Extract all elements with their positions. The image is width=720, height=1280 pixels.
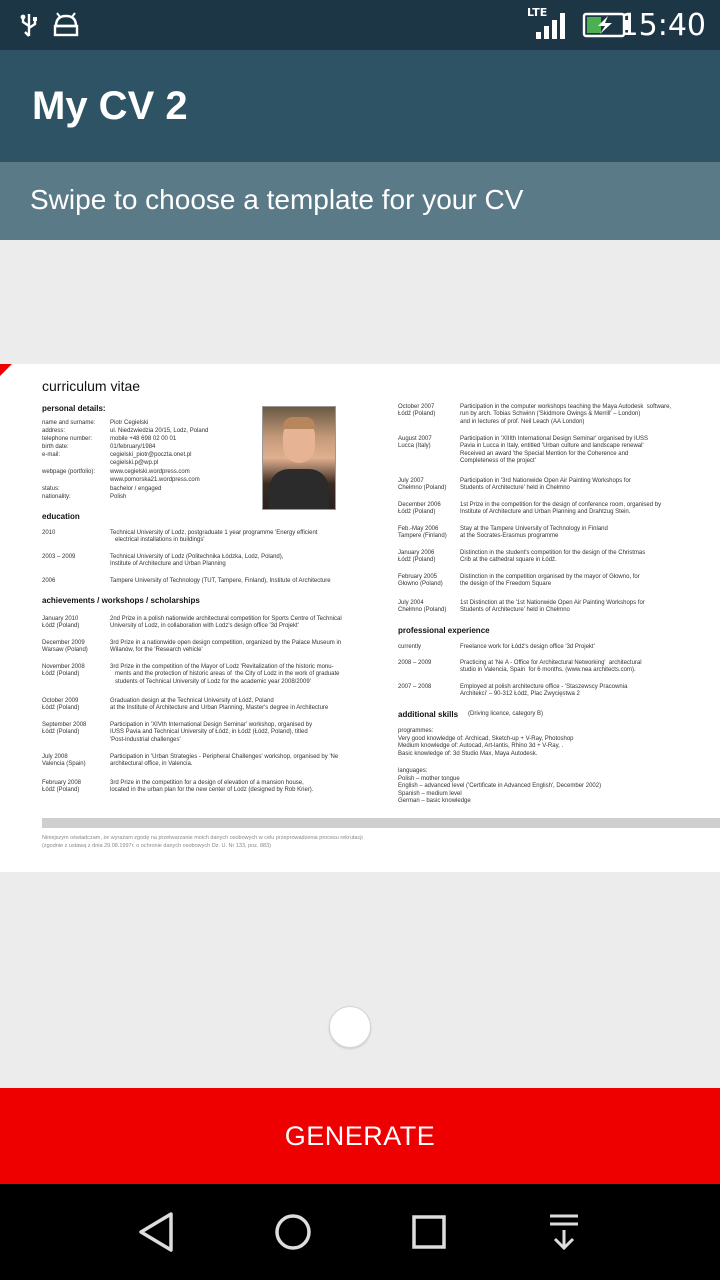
cv-row-value: bachelor / engaged <box>110 486 162 492</box>
app-title: My CV 2 <box>32 84 188 128</box>
cv-row-label: August 2007 Lucca (Italy) <box>398 436 432 450</box>
cv-row-label: 2010 <box>42 530 56 536</box>
cv-row-label: telephone number: <box>42 436 93 442</box>
cv-row-label: Very good knowledge of: Archicad, Sketch-up + V-Ray, Photoshop Medium knowledge of: Autocad, Art-lantis, Rhino 3d + V-Ray, . Basic knowledge of: 3d Studio Max, Maya Autodesk. <box>398 736 574 757</box>
cv-section-heading: achievements / workshops / scholarships <box>42 596 200 605</box>
cv-row-label: December 2006 Łódź (Poland) <box>398 502 441 516</box>
cv-heading: curriculum vitae <box>42 378 141 394</box>
signal-icon <box>530 12 570 45</box>
cv-row-label: Polish – mother tongue English – advanced level ('Certificate in Advanced English', December 2002) Spanish – medium level German – basic knowledge <box>398 776 602 805</box>
cv-row-value: Tampere University of Technology (TUT, Tampere, Finland), Institute of Architecture <box>110 578 331 584</box>
hint-bar <box>0 162 720 240</box>
cv-row-value: Graduation design at the Technical University of Łódź, Poland at the Institute of Architecture and Urban Planning, Master's degree in Architecture <box>110 698 329 712</box>
cv-row-label: October 2007 Łódź (Poland) <box>398 404 436 418</box>
cv-section-heading: professional experience <box>398 626 490 635</box>
cv-row-label: 2003 – 2009 <box>42 554 76 560</box>
cv-row-label: 2008 – 2009 <box>398 660 432 666</box>
cv-row-label: languages: <box>398 768 428 774</box>
template-hint: Swipe to choose a template for your CV <box>30 184 524 215</box>
cv-divider-bar <box>42 818 720 828</box>
cv-row-value: Polish <box>110 494 127 500</box>
cv-row-value: ul. Niedzwiedzia 20/15, Lodz, Poland <box>110 428 209 434</box>
generate-button[interactable]: GENERATE <box>0 1088 720 1184</box>
cv-row-value: 3rd Prize in the competition for a design of elevation of a mansion house, located in the urban plan for the new center of Lodz (designed by Rob Krier). <box>110 780 314 794</box>
cv-row-value: 01/february/1984 <box>110 444 156 450</box>
cv-row-label: July 2007 Chełmno (Poland) <box>398 478 447 492</box>
navigation-bar <box>0 1184 720 1280</box>
cv-section-heading: education <box>42 512 80 521</box>
template-corner-marker <box>0 364 12 376</box>
cv-row-value: Participation in 'XIVth International Design Seminar' workshop, organised by IUSS Pavia and Technical University of Łódź, in Łódź (Łódź, Poland), titled 'Post-industrial challenges' <box>110 722 313 743</box>
back-icon[interactable] <box>133 1208 181 1256</box>
cv-row-label: December 2009 Warsaw (Poland) <box>42 640 88 654</box>
cv-row-value: 1st Prize in the competition for the design of conference room, organised by Institute of Architecture and Urban Planning and Drahtzug Stein. <box>460 502 662 516</box>
cv-row-label: 2006 <box>42 578 56 584</box>
cv-row-value: Technical University of Lodz (Politechnika Łódzka, Lodz, Poland), Institute of Architecture and Urban Planning <box>110 554 284 568</box>
cv-row-value: 2nd Prize in a polish nationwide architectural competition for Sports Centre of Technical University of Lodz, in collaboration with Lodz's design office '3d Projekt' <box>110 616 342 630</box>
cv-row-label: September 2008 Łódź (Poland) <box>42 722 87 736</box>
cv-row-value: 3rd Prize in the competition of the Mayor of Lodz 'Revitalization of the historic monu- ments and the protection of historic areas of the City of Lodz in the work of graduate students of Technical University of Lodz for the academic year 2008/2009' <box>110 664 340 685</box>
recents-icon[interactable] <box>405 1208 453 1256</box>
cv-row-label: e-mail: <box>42 452 61 458</box>
cv-row-value: Participation in the computer workshops teaching the Maya Autodesk software, run by arch. Tobias Schwinn ('Skidmore Owings & Merrill' – London) and in lectures of prof. Neil Leach (AA London) <box>460 404 672 425</box>
cv-row-value: Stay at the Tampere University of Technology in Finland at the Socrates-Erasmus programme <box>460 526 608 540</box>
cv-row-label: January 2006 Łódź (Poland) <box>398 550 436 564</box>
cv-section-note: (Driving licence, category B) <box>468 711 544 717</box>
cv-row-value: mobile +48 698 02 00 01 <box>110 436 177 442</box>
network-type: LTE <box>527 6 548 19</box>
cv-row-value: Distinction in the student's competition for the design of the Christmas Crib at the cathedral square in Łódź. <box>460 550 646 564</box>
cv-row-label: webpage (portfolio): <box>42 469 96 475</box>
app-bar <box>0 50 720 162</box>
cv-row-value: Participation in 'Urban Strategies - Peripheral Challenges' workshop, organised by 'Ne architectural office, in Valencia. <box>110 754 339 768</box>
cv-row-value: www.cegielski.wordpress.com <box>110 469 190 475</box>
notifications-pull-icon[interactable] <box>540 1208 588 1256</box>
home-icon[interactable] <box>269 1208 317 1256</box>
cv-row-value: Employed at polish architecture office - 'Staszewscy Pracownia Architekci' – 90-312 Łódź, Plac Zwycięstwa 2 <box>460 684 628 698</box>
android-debug-icon <box>52 12 80 43</box>
cv-row-label: name and surname: <box>42 420 96 426</box>
cv-row-value: Distinction in the competition organised by the mayor of Głowno, for the design of the Freedom Square <box>460 574 640 588</box>
cv-row-label: birth date: <box>42 444 69 450</box>
status-bar <box>0 0 720 50</box>
cv-row-label: February 2008 Łódź (Poland) <box>42 780 82 794</box>
cv-footer-clause: Niniejszym oświadczam, że wyrażam zgodę na przetwarzanie moich danych osobowych w celu przeprowadzenia procesu rekrutacji (zgodnie z ustawą z dnia 29.08.1997r. o ochronie danych osobowych Dz. U. Nr 133, poz. 883) <box>42 835 363 849</box>
usb-icon <box>18 12 40 43</box>
cv-row-label: address: <box>42 428 66 434</box>
cv-row-value: 1st Distinction at the '1st Nationwide Open Air Painting Workshops for Students of Architecture' held in Chełmno <box>460 600 645 614</box>
cv-row-value: Participation in 'XIIIth International Design Seminar' organised by IUSS Pavia in Lucca in Italy, entitled 'Urban culture and landscape renewal' Received an award 'the Special Mention for the Coherence and Completeness of the project' <box>460 436 649 465</box>
cv-row-label: Feb.-May 2006 Tampere (Finland) <box>398 526 447 540</box>
cv-row-label: October 2009 Łódź (Poland) <box>42 698 80 712</box>
cv-row-label: February 2005 Głowno (Poland) <box>398 574 443 588</box>
cv-row-value: cegielski_piotr@poczta.onet.pl <box>110 452 192 458</box>
cv-row-value: Technical University of Lodz, postgraduate 1 year programme 'Energy efficient electrical installations in buildings' <box>110 530 318 544</box>
cv-row-value: www.pomorska21.wordpress.com <box>110 477 200 483</box>
cv-row-label: currently <box>398 644 422 650</box>
cv-row-label: January 2010 Łódź (Poland) <box>42 616 80 630</box>
cv-row-value: cegielski.p@wp.pl <box>110 460 159 466</box>
cv-photo <box>262 406 336 510</box>
cv-row-value: Freelance work for Łódź's design office '3d Projekt' <box>460 644 595 650</box>
clock: 15:40 <box>619 8 706 43</box>
cv-row-label: status: <box>42 486 60 492</box>
cv-row-value: Practicing at 'Ne A - Office for Architectural Networking' architectural studio in Valencia, Spain for 6 months. (www.nea architects.com). <box>460 660 642 674</box>
cv-row-label: nationality: <box>42 494 71 500</box>
cv-section-heading: additional skills <box>398 710 459 719</box>
cv-row-value: Participation in '3rd Nationwide Open Air Painting Workshops for Students of Architecture' held in Chełmno <box>460 478 631 492</box>
pager-indicator[interactable] <box>329 1006 371 1048</box>
cv-row-label: November 2008 Łódź (Poland) <box>42 664 85 678</box>
cv-row-label: July 2008 Valencia (Spain) <box>42 754 86 768</box>
cv-row-value: 3rd Prize in a nationwide open design competition, organized by the Palace Museum in Wilanów, for the 'Research vehicle' <box>110 640 342 654</box>
cv-row-label: July 2004 Chełmno (Poland) <box>398 600 447 614</box>
cv-row-label: programmes: <box>398 728 434 734</box>
cv-row-label: 2007 – 2008 <box>398 684 432 690</box>
cv-section-heading: personal details: <box>42 404 106 413</box>
cv-template-preview[interactable] <box>0 364 720 872</box>
cv-row-value: Piotr Cegielski <box>110 420 149 426</box>
